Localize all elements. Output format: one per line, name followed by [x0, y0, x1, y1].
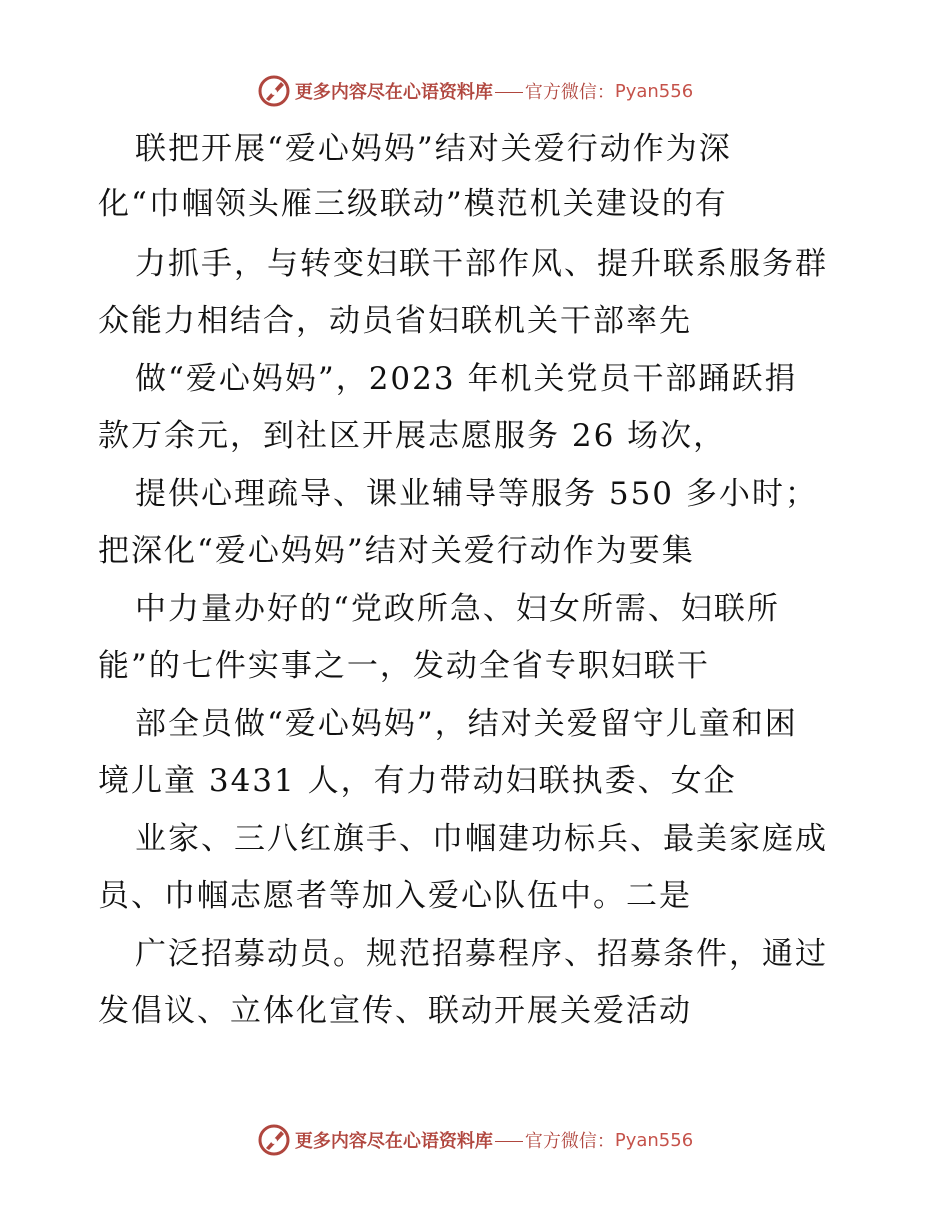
header-official: 官方微信：: [524, 82, 615, 103]
body-line-5: 做“爱心妈妈”，2023 年机关党员干部踊跃捐: [135, 361, 798, 397]
header-brand: 更多内容尽在心语资料库: [294, 82, 493, 103]
body-line-10: 能”的七件实事之一，发动全省专职妇联干: [98, 648, 710, 684]
body-line-13: 业家、三八红旗手、巾帼建功标兵、最美家庭成: [135, 821, 828, 857]
footer-dash: [495, 1141, 523, 1142]
body-line-9: 中力量办好的“党政所急、妇女所需、妇联所: [135, 591, 780, 627]
header-handle: Pyan556: [614, 80, 694, 102]
footer-brand: 更多内容尽在心语资料库: [294, 1131, 493, 1152]
body-line-12: 境儿童 3431 人，有力带动妇联执委、女企: [98, 763, 737, 799]
quill-seal-icon: [257, 1123, 291, 1157]
body-line-16: 发倡议、立体化宣传、联动开展关爱活动: [98, 993, 692, 1029]
body-line-14: 员、巾帼志愿者等加入爱心队伍中。二是: [98, 878, 692, 914]
body-line-3: 力抓手，与转变妇联干部作风、提升联系服务群: [135, 246, 828, 282]
body-line-7: 提供心理疏导、课业辅导等服务 550 多小时；: [135, 476, 818, 512]
body-line-6: 款万余元，到社区开展志愿服务 26 场次，: [98, 418, 727, 454]
body-line-1: 联把开展“爱心妈妈”结对关爱行动作为深: [135, 131, 732, 167]
body-line-11: 部全员做“爱心妈妈”，结对关爱留守儿童和困: [135, 706, 798, 742]
body-line-15: 广泛招募动员。规范招募程序、招募条件，通过: [135, 936, 828, 972]
footer-handle: Pyan556: [614, 1129, 694, 1151]
footer-official: 官方微信：: [524, 1131, 615, 1152]
body-line-4: 众能力相结合，动员省妇联机关干部率先: [98, 303, 692, 339]
body-line-8: 把深化“爱心妈妈”结对关爱行动作为要集: [98, 533, 695, 569]
body-line-2: 化“巾帼领头雁三级联动”模范机关建设的有: [98, 186, 728, 222]
footer-banner: [0, 1120, 950, 1160]
